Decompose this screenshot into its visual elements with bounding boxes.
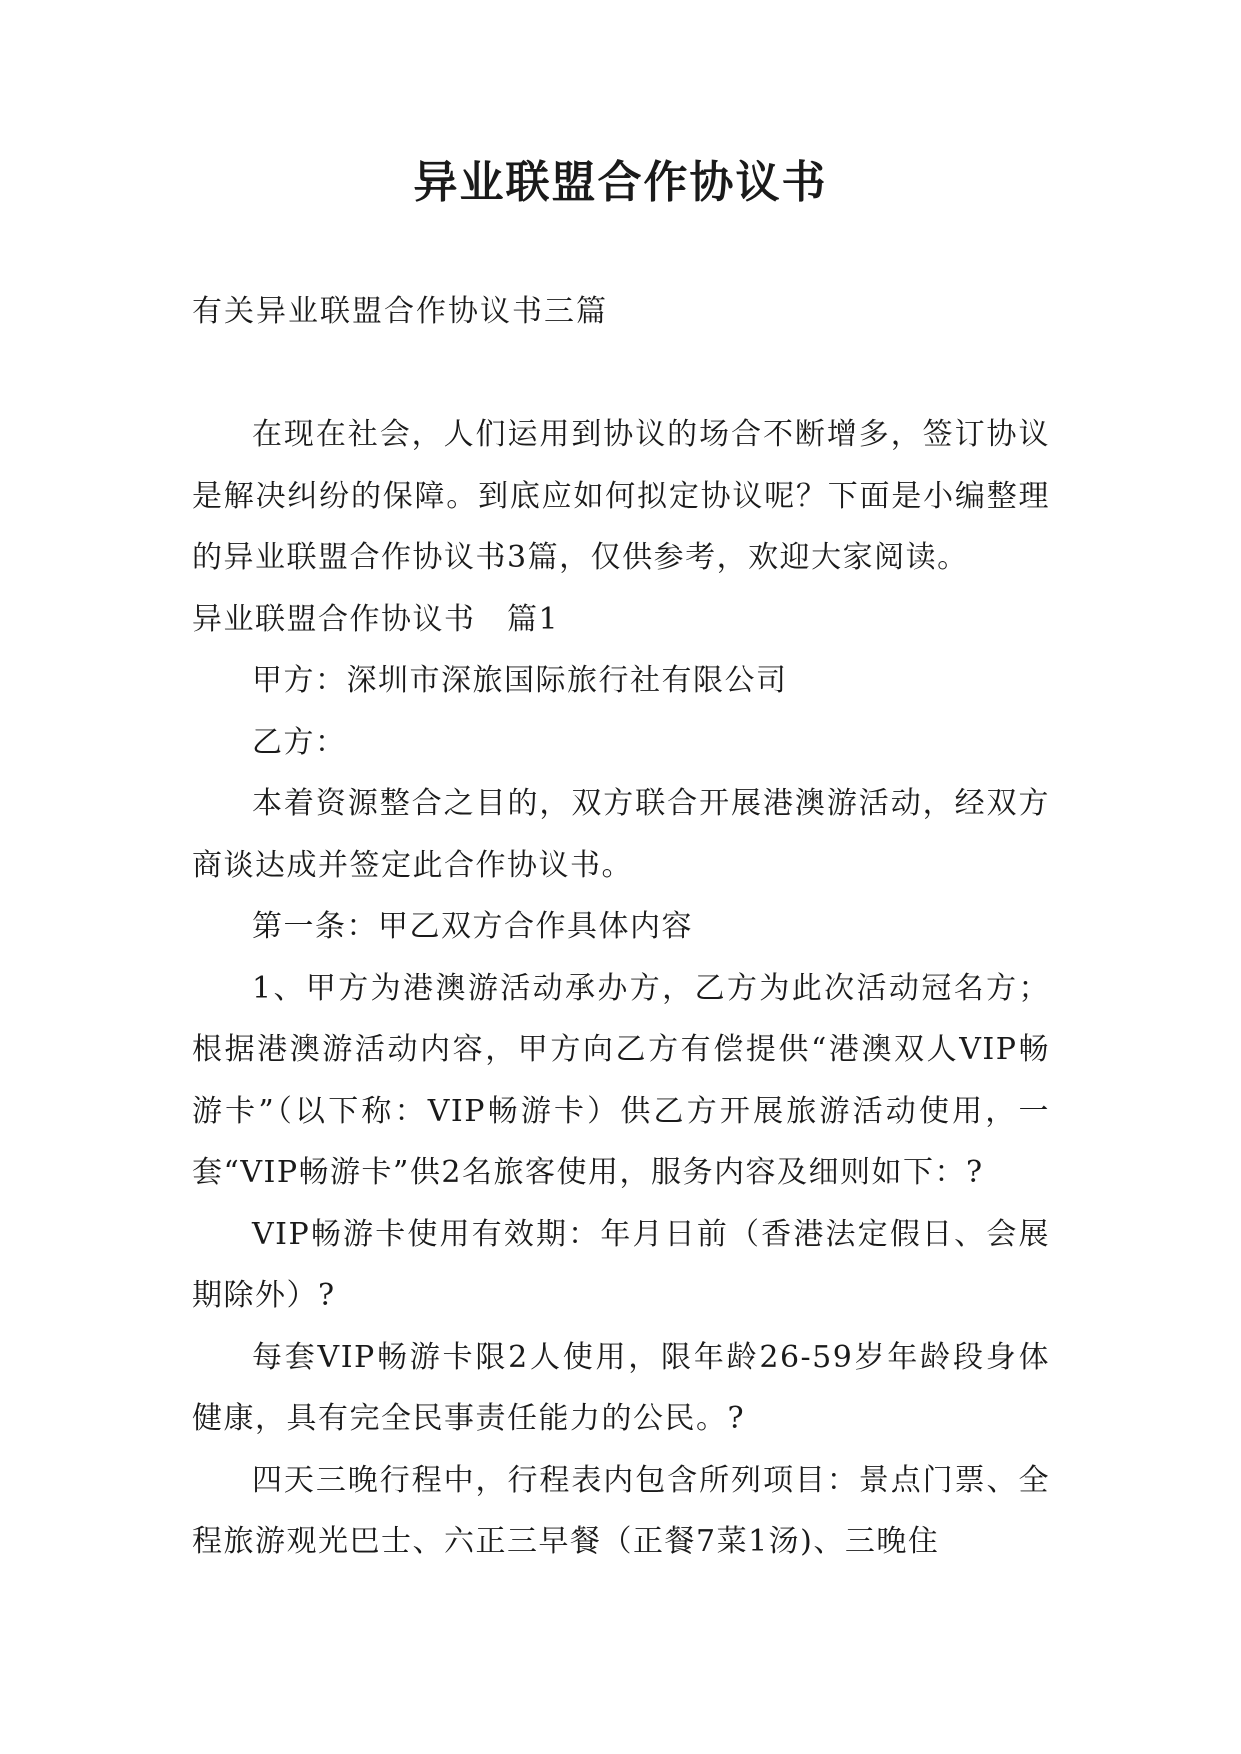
paragraph-clause-1: 1、甲方为港澳游活动承办方，乙方为此次活动冠名方；根据港澳游活动内容，甲方向乙方有偿提供“港澳双人VIP畅游卡”（以下称：VIP畅游卡）供乙方开展旅游活动使用，一套“VIP畅游卡”供2名旅客使用，服务内容及细则如下：? bbox=[192, 970, 1050, 1190]
party-a: 甲方：深圳市深旅国际旅行社有限公司 bbox=[252, 663, 788, 698]
document-body bbox=[192, 404, 1050, 1573]
paragraph-eligibility: 每套VIP畅游卡限2人使用，限年龄26-59岁年龄段身体健康，具有完全民事责任能力的公民。? bbox=[192, 1339, 1050, 1436]
party-b: 乙方： bbox=[252, 724, 347, 760]
article-heading: 第一条：甲乙双方合作具体内容 bbox=[252, 909, 693, 944]
paragraph-purpose: 本着资源整合之目的，双方联合开展港澳游活动，经双方商谈达成并签定此合作协议书。 bbox=[192, 786, 1050, 883]
document-subtitle: 有关异业联盟合作协议书三篇 bbox=[192, 294, 608, 329]
paragraph-validity: VIP畅游卡使用有效期：年月日前（香港法定假日、会展期除外）? bbox=[192, 1216, 1050, 1313]
document-title: 异业联盟合作协议书 bbox=[413, 157, 828, 208]
section-heading: 异业联盟合作协议书 篇1 bbox=[192, 601, 560, 637]
paragraph-itinerary: 四天三晚行程中，行程表内包含所列项目：景点门票、全程旅游观光巴士、六正三早餐（正餐7菜1汤)、三晚住 bbox=[192, 1462, 1050, 1559]
paragraph-intro: 在现在社会，人们运用到协议的场合不断增多，签订协议是解决纠纷的保障。到底应如何拟定协议呢？下面是小编整理的异业联盟合作协议书3篇，仅供参考，欢迎大家阅读。 bbox=[192, 417, 1050, 575]
